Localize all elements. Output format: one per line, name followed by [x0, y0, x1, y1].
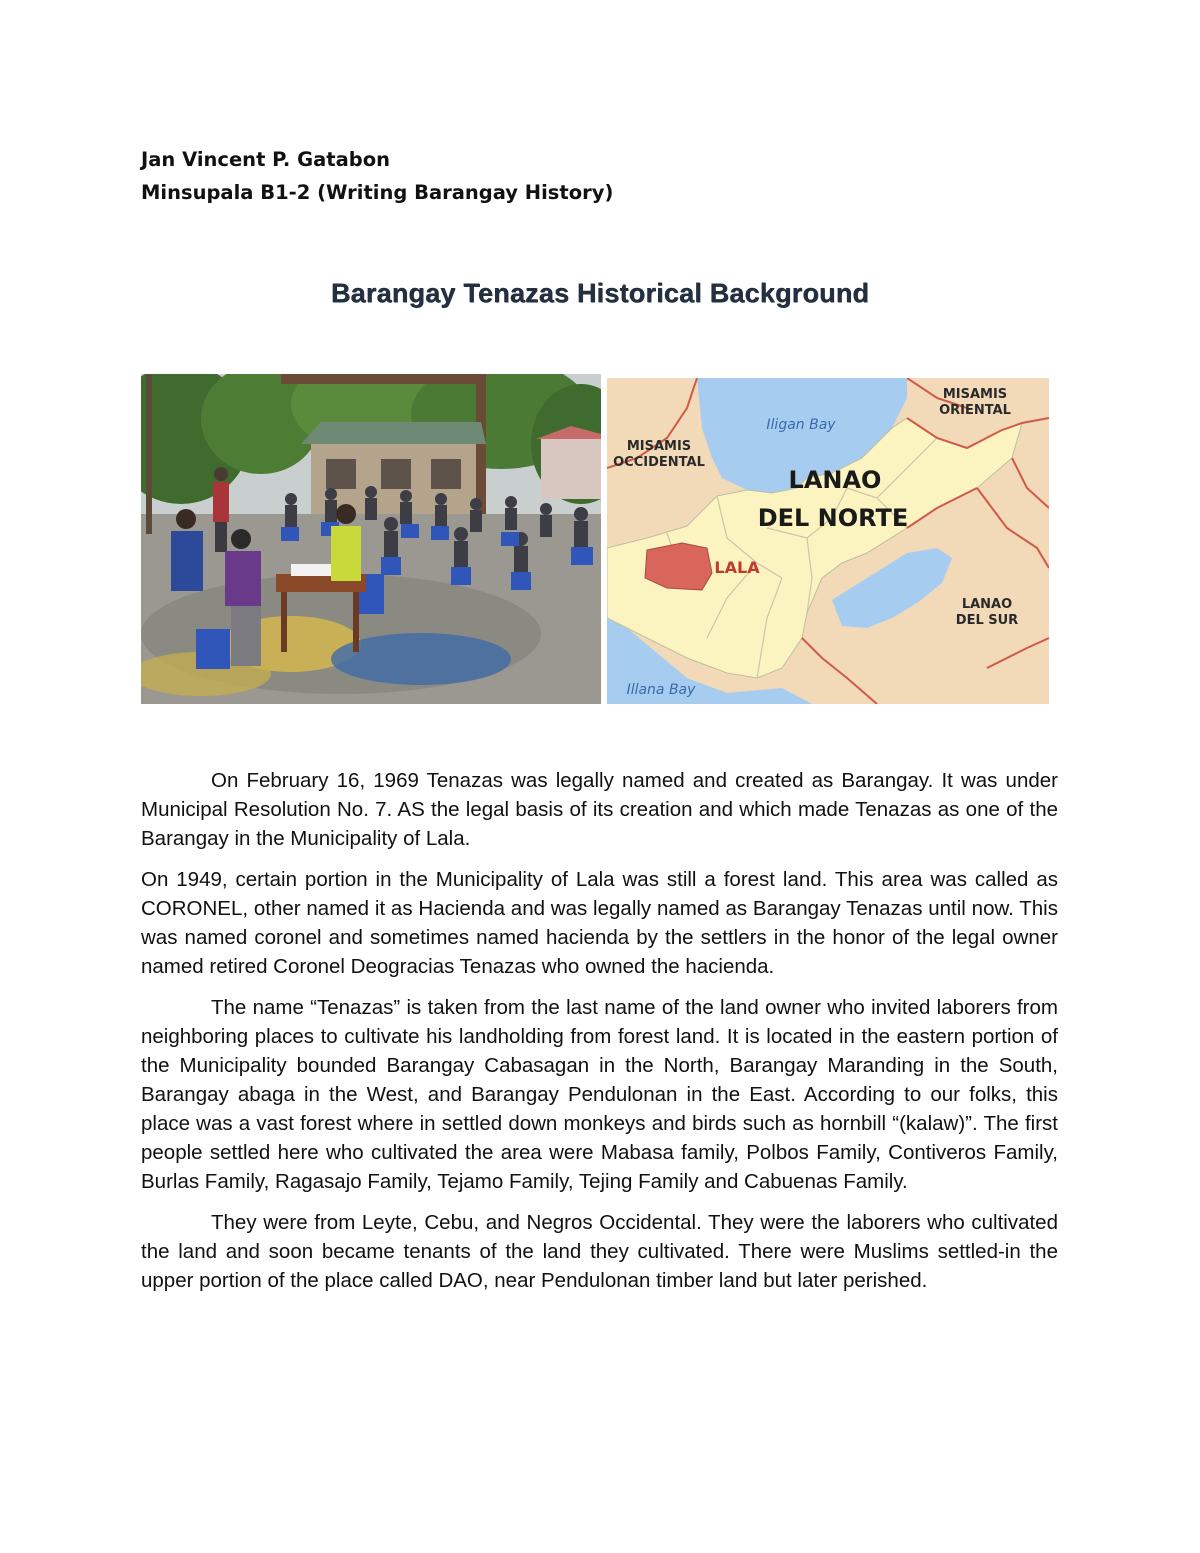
label-iligan-bay: Iligan Bay — [766, 417, 836, 433]
community-meeting-photo — [141, 374, 601, 704]
paragraph-4: They were from Leyte, Cebu, and Negros Occidental. They were the laborers who cultivated the land and soon became tenants of the land they cultivated. There were Muslims settled-in the upper portion of the place called DAO, near Pendulonan timber land but later perished. — [141, 1211, 1058, 1292]
label-illana-bay: Illana Bay — [626, 682, 696, 698]
label-misamis-oriental-2: ORIENTAL — [939, 403, 1011, 418]
label-misamis-occidental-1: MISAMIS — [626, 439, 692, 454]
label-lanao-del-sur-1: LANAO — [961, 597, 1013, 612]
label-lanao-del-sur-2: DEL SUR — [955, 613, 1019, 628]
paragraph-3: The name “Tenazas” is taken from the last name of the land owner who invited laborers from neighboring places to cultivate his landholding from forest land. It is located in the eastern portion of the Municipality bounded Barangay Cabasagan in the North, Barangay Maranding in the South, Barangay abaga in the West, and Barangay Pendulonan in the East. According to our folks, this place was a vast forest where in settled down monkeys and birds such as hornbill “(kalaw)”. The first people settled here who cultivated the area were Mabasa family, Polbos Family, Contiveros Family, Burlas Family, Ragasajo Family, Tejamo Family, Tejing Family and Cabuenas Family. — [141, 996, 1058, 1193]
label-lanao-del-norte-1: LANAO — [788, 466, 882, 494]
lala-highlight — [645, 543, 712, 590]
lanao-del-norte-map — [607, 378, 1049, 704]
author-block — [141, 143, 613, 209]
label-misamis-oriental-1: MISAMIS — [942, 387, 1008, 402]
paragraph-2: On 1949, certain portion in the Municipality of Lala was still a forest land. This area was called as CORONEL, other named it as Hacienda and was legally named as Barangay Tenazas until now. This was named coronel and sometimes named hacienda by the settlers in the honor of the legal owner named retired Coronel Deogracias Tenazas who owned the hacienda. — [141, 868, 1058, 978]
course-title: Minsupala B1-2 (Writing Barangay History) — [141, 181, 614, 204]
paragraph-1: On February 16, 1969 Tenazas was legally named and created as Barangay. It was under Municipal Resolution No. 7. AS the legal basis of its creation and which made Tenazas as one of the Barangay in the Municipality of Lala. — [141, 769, 1058, 850]
label-lanao-del-norte-2: DEL NORTE — [757, 504, 909, 532]
body-text — [141, 766, 1058, 1307]
label-misamis-occidental-2: OCCIDENTAL — [613, 455, 705, 470]
author-name: Jan Vincent P. Gatabon — [141, 148, 390, 171]
label-lala: LALA — [714, 558, 760, 577]
page-title: Barangay Tenazas Historical Background — [330, 278, 870, 308]
